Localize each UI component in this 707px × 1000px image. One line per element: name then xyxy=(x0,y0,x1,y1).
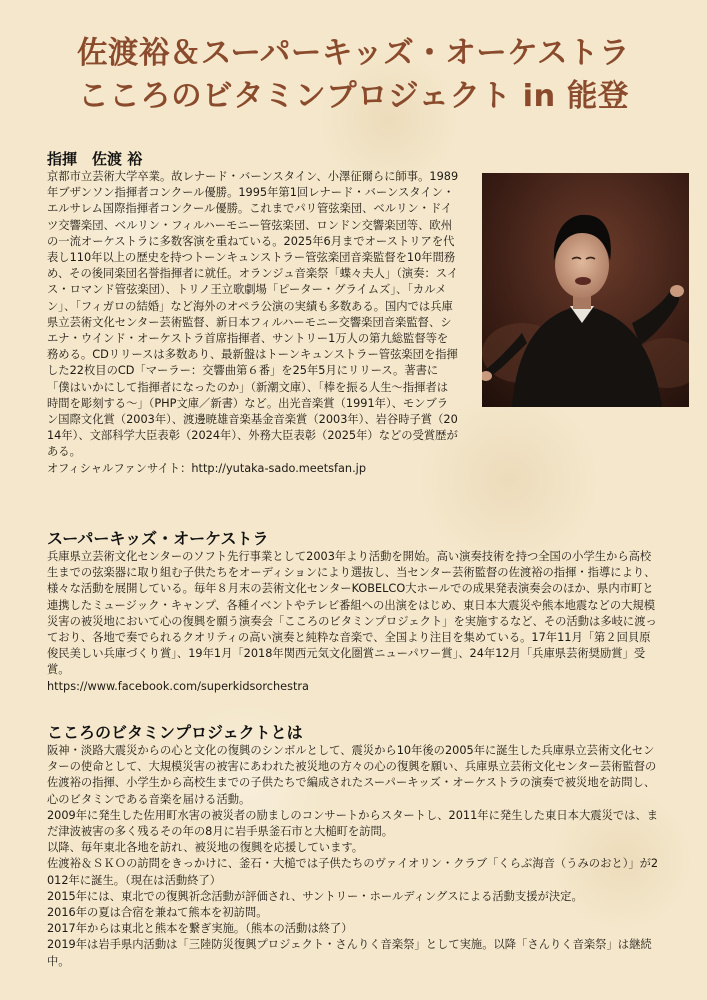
orchestra-block xyxy=(47,549,661,695)
project-paragraph: 阪神・淡路大震災からの心と文化の復興のシンボルとして、震災から10年後の2005年に誕生した兵庫県立芸術文化センターの使命として、大規模災害の被害にあわれた被災地の方々の心の復興を願い、兵庫県立芸術文化センター芸術監督の佐渡裕の指揮、小学生から高校生までの子供たちで編成されたスーパーキッズ・オーケストラの演奏で被災地を訪問し、心のビタミンである音楽を届ける活動。 xyxy=(47,744,657,806)
project-paragraph: 2015年には、東北での復興祈念活動が評価され、サントリー・ホールディングスによる活動支援が決定。 xyxy=(47,889,583,903)
orchestra-body: 兵庫県立芸術文化センターのソフト先行事業として2003年より活動を開始。高い演奏技術を持つ全国の小学生から高校生までの弦楽器に取り組む子供たちをオーディションにより選抜し、当センター芸術監督の佐渡裕の指揮・指導により、様々な活動を展開している。毎年８月末の芸術文化センターKOBELCO大ホールでの成果発表演奏会のほか、県内市町と連携したミュージック・キャンプ、各種イベントやテレビ番組への出演をはじめ、東日本大震災や熊本地震などの大規模災害の被災地において心の復興を願う演奏会「こころのビタミンプロジェクト」を実施するなど、その活動は多岐に渡っており、各地で奏でられるクオリティの高い演奏と純粋な音楽で、全国より注目を集めている。17年11月「第２回貝原俊民美しい兵庫づくり賞」、19年1月「2018年関西元気文化圏賞ニューパワー賞」、24年12月「兵庫県芸術奨励賞」受賞。 xyxy=(47,550,657,677)
title-line-1: 佐渡裕＆スーパーキッズ・オーケストラ xyxy=(76,36,631,71)
orchestra-url[interactable]: https://www.facebook.com/superkidsorchestra xyxy=(47,679,309,693)
project-paragraph: 2019年は岩手県内活動は「三陸防災復興プロジェクト・さんりく音楽祭」として実施。以降「さんりく音楽祭」は継続中。 xyxy=(47,938,652,968)
orchestra-heading: スーパーキッズ・オーケストラ xyxy=(47,529,269,548)
conductor-site: オフィシャルファンサイト：http://yutaka-sado.meetsfan.jp xyxy=(47,461,366,475)
project-paragraph: 佐渡裕＆ＳＫＯの訪問をきっかけに、釜石・大槌では子供たちのヴァイオリン・クラブ「くらぶ海音（うみのおと）」が2012年に誕生。（現在は活動終了） xyxy=(47,857,659,887)
project-paragraph: 2017年からは東北と熊本を繋ぎ実施。（熊本の活動は終了） xyxy=(47,922,353,936)
conductor-photo xyxy=(482,173,689,407)
conductor-bio-block xyxy=(47,169,459,477)
conductor-bio: 京都市立芸術大学卒業。故レナード・バーンスタイン、小澤征爾らに師事。1989年ブザンソン指揮者コンクール優勝。1995年第1回レナード・バーンスタイン・エルサレム国際指揮者コンクール優勝。これまでパリ管弦楽団、ベルリン・ドイツ交響楽団、ベルリン・フィルハーモニー管弦楽団、ロンドン交響楽団等、欧州の一流オーケストラに多数客演を重ねている。2025年6月までオーストリアを代表し110年以上の歴史を持つトーンキュンストラー管弦楽団音楽監督を10年間務め、その後同楽団名誉指揮者に就任。オランジュ音楽祭「蝶々夫人」（演奏：スイス・ロマンド管弦楽団）、トリノ王立歌劇場「ピーター・グライムズ」、「カルメン」、「フィガロの結婚」など海外のオペラ公演の実績も多数ある。国内では兵庫県立芸術文化センター芸術監督、新日本フィルハーモニー交響楽団音楽監督、シエナ・ウインド・オーケストラ首席指揮者、サントリー1万人の第九総監督等を務める。CDリリースは多数あり、最新盤はトーンキュンストラー管弦楽団を指揮した22枚目のCD「マーラー：交響曲第６番」を25年5月にリリース。著書に「僕はいかにして指揮者になったのか」（新潮文庫）、「棒を振る人生～指揮者は時間を彫刻する～」（PHP文庫／新書）など。出光音楽賞（1991年）、モンブラン国際文化賞（2003年）、渡邊暁雄音楽基金音楽賞（2003年）、岩谷時子賞（2014年）、文部科学大臣表彰（2024年）、外務大臣表彰（2025年）などの受賞歴がある。 xyxy=(47,170,459,459)
conductor-heading: 指揮 佐渡 裕 xyxy=(47,150,143,168)
project-paragraph: 2009年に発生した佐用町水害の被災者の励ましのコンサートからスタートし、2011年に発生した東日本大震災では、まだ津波被害の多く残るその年の8月に岩手県釜石市と大槌町を訪問。 xyxy=(47,808,659,839)
project-paragraph: 2016年の夏は合宿を兼ねて熊本を初訪問。 xyxy=(47,906,268,920)
project-block xyxy=(47,743,661,970)
poster-title xyxy=(0,32,707,118)
project-paragraph: 以降、毎年東北各地を訪れ、被災地の復興を応援しています。 xyxy=(47,841,364,855)
title-line-2: こころのビタミンプロジェクト in 能登 xyxy=(78,79,629,114)
project-heading: こころのビタミンプロジェクトとは xyxy=(47,723,303,742)
